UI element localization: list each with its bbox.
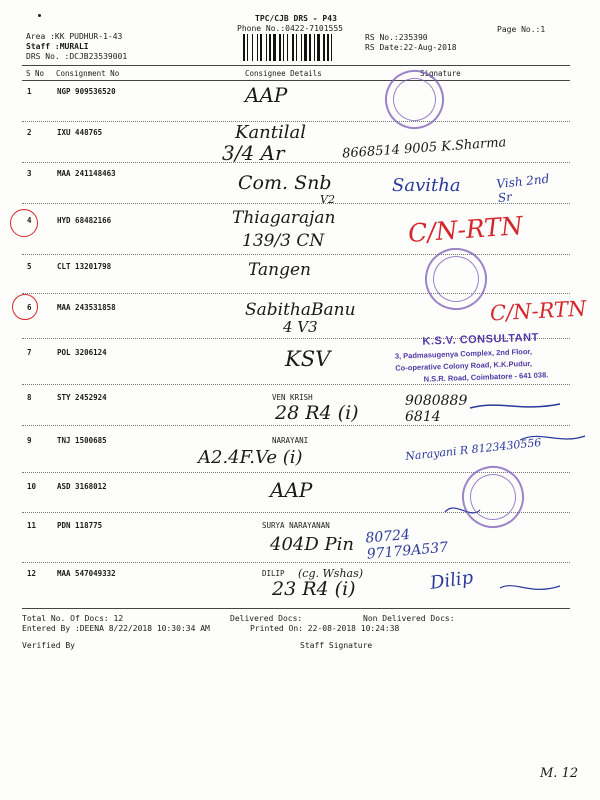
- row-serial-number: 10: [27, 482, 37, 491]
- signature-8: 9080889 6814: [405, 393, 468, 425]
- column-consignment: Consignment No: [56, 69, 120, 78]
- row-serial-number: 9: [27, 436, 32, 445]
- page-mark: M. 12: [540, 766, 579, 781]
- signature-strike-8: [470, 404, 560, 408]
- signature-scribble-12: [500, 586, 560, 590]
- document-title: TPC/CJB DRS - P43: [255, 14, 337, 23]
- column-consignee: Consignee Details: [245, 69, 322, 78]
- row-consignment-number: CLT 13201798: [57, 262, 112, 271]
- row-consignment-number: MAA 243531858: [57, 303, 116, 312]
- hand-detail-3b: V2: [320, 193, 335, 206]
- hand-detail-4a: Thiagarajan: [232, 208, 336, 228]
- printed-consignee-8: VEN KRISH: [272, 393, 313, 402]
- hand-detail-5: Tangen: [248, 260, 311, 280]
- signature-9: Narayani R 8123430556: [404, 435, 542, 464]
- ksv-stamp-title: K.S.V. CONSULTANT: [422, 331, 540, 348]
- rs-number: RS No.:235390: [365, 33, 428, 42]
- row-serial-number: 11: [27, 521, 37, 530]
- row-serial-number: 4: [27, 216, 32, 225]
- row-consignment-number: HYD 68482166: [57, 216, 112, 225]
- hand-detail-3a: Com. Snb: [238, 172, 332, 194]
- hand-detail-10: AAP: [270, 478, 313, 502]
- total-docs: Total No. Of Docs: 12: [22, 614, 124, 623]
- staff-signature: Staff Signature: [300, 641, 373, 650]
- row-serial-number: 2: [27, 128, 32, 137]
- row-serial-number: 3: [27, 169, 32, 178]
- ksv-consultant-stamp: [394, 331, 548, 384]
- row-consignment-number: MAA 241148463: [57, 169, 116, 178]
- row-consignment-number: STY 2452924: [57, 393, 107, 402]
- ksv-stamp-line3: N.S.R. Road, Coimbatore - 641 038.: [423, 370, 549, 384]
- hand-detail-8: 28 R4 (i): [275, 402, 359, 424]
- hand-detail-11: 404D Pin: [270, 534, 354, 555]
- signature-2: 8668514 9005 K.Sharma: [341, 135, 507, 162]
- page-number: Page No.:1: [497, 25, 546, 34]
- row-serial-number: 8: [27, 393, 32, 402]
- signature-scribble-9: [520, 436, 585, 440]
- hand-detail-9: A2.4F.Ve (i): [198, 447, 303, 468]
- printed-consignee-12: DILIP: [262, 569, 285, 578]
- hand-detail-6b: 4 V3: [283, 318, 318, 336]
- row-consignment-number: MAA 547049332: [57, 569, 116, 578]
- signature-3b: Vish 2nd Sr: [495, 171, 550, 206]
- printed-on: Printed On: 22-08-2018 10:24:38: [250, 624, 400, 633]
- row-serial-number: 5: [27, 262, 32, 271]
- column-sno: S No: [26, 69, 45, 78]
- area-field: Area :KK PUDHUR-1-43: [26, 32, 123, 41]
- delivered-docs: Delivered Docs:: [230, 614, 303, 623]
- row-serial-number: 6: [27, 303, 32, 312]
- hand-detail-6a: SabithaBanu: [245, 300, 356, 320]
- row-serial-number: 1: [27, 87, 32, 96]
- row-consignment-number: NGP 909536520: [57, 87, 116, 96]
- row-consignment-number: ASD 3168012: [57, 482, 107, 491]
- drs-number: DRS No. :DCJB23539001: [26, 52, 128, 61]
- printed-consignee-11: SURYA NARAYANAN: [262, 521, 330, 530]
- ksv-stamp-line2: Co-operative Colony Road, K.K.Pudur,: [395, 358, 533, 373]
- verified-by: Verified By: [22, 641, 75, 650]
- staff-field: Staff :MURALI: [26, 42, 89, 51]
- row-consignment-number: PDN 118775: [57, 521, 103, 530]
- non-delivered-docs: Non Delivered Docs:: [363, 614, 455, 623]
- ksv-stamp-line1: 3, Padmasugenya Complex, 2nd Floor,: [394, 346, 533, 361]
- hand-detail-7: KSV: [285, 347, 331, 371]
- row-serial-number: 7: [27, 348, 32, 357]
- row-serial-number: 12: [27, 569, 37, 578]
- signature-3a: Savitha: [392, 175, 461, 196]
- signature-12: Dilip: [428, 567, 475, 594]
- phone-number: Phone No.:0422-7101555: [237, 24, 343, 33]
- row-consignment-number: IXU 448765: [57, 128, 103, 137]
- column-signature: Signature: [420, 69, 461, 78]
- hand-detail-1: AAP: [245, 83, 288, 107]
- row-consignment-number: POL 3206124: [57, 348, 107, 357]
- hand-detail-2a: Kantilal: [235, 122, 307, 143]
- printed-consignee-9: NARAYANI: [272, 436, 309, 445]
- entered-by: Entered By :DEENA 8/22/2018 10:30:34 AM: [22, 624, 210, 633]
- hand-detail-12a: (cg. Wshas): [298, 567, 364, 580]
- signature-11: 80724 97179A537: [364, 526, 449, 563]
- return-mark-6: C/N-RTN: [489, 296, 588, 326]
- return-mark-4: C/N-RTN: [407, 211, 524, 248]
- hand-detail-12b: 23 R4 (i): [272, 578, 356, 600]
- hand-detail-2b: 3/4 Ar: [222, 141, 285, 165]
- hand-detail-4b: 139/3 CN: [242, 231, 325, 251]
- row-consignment-number: TNJ 1500685: [57, 436, 107, 445]
- rs-date: RS Date:22-Aug-2018: [365, 43, 457, 52]
